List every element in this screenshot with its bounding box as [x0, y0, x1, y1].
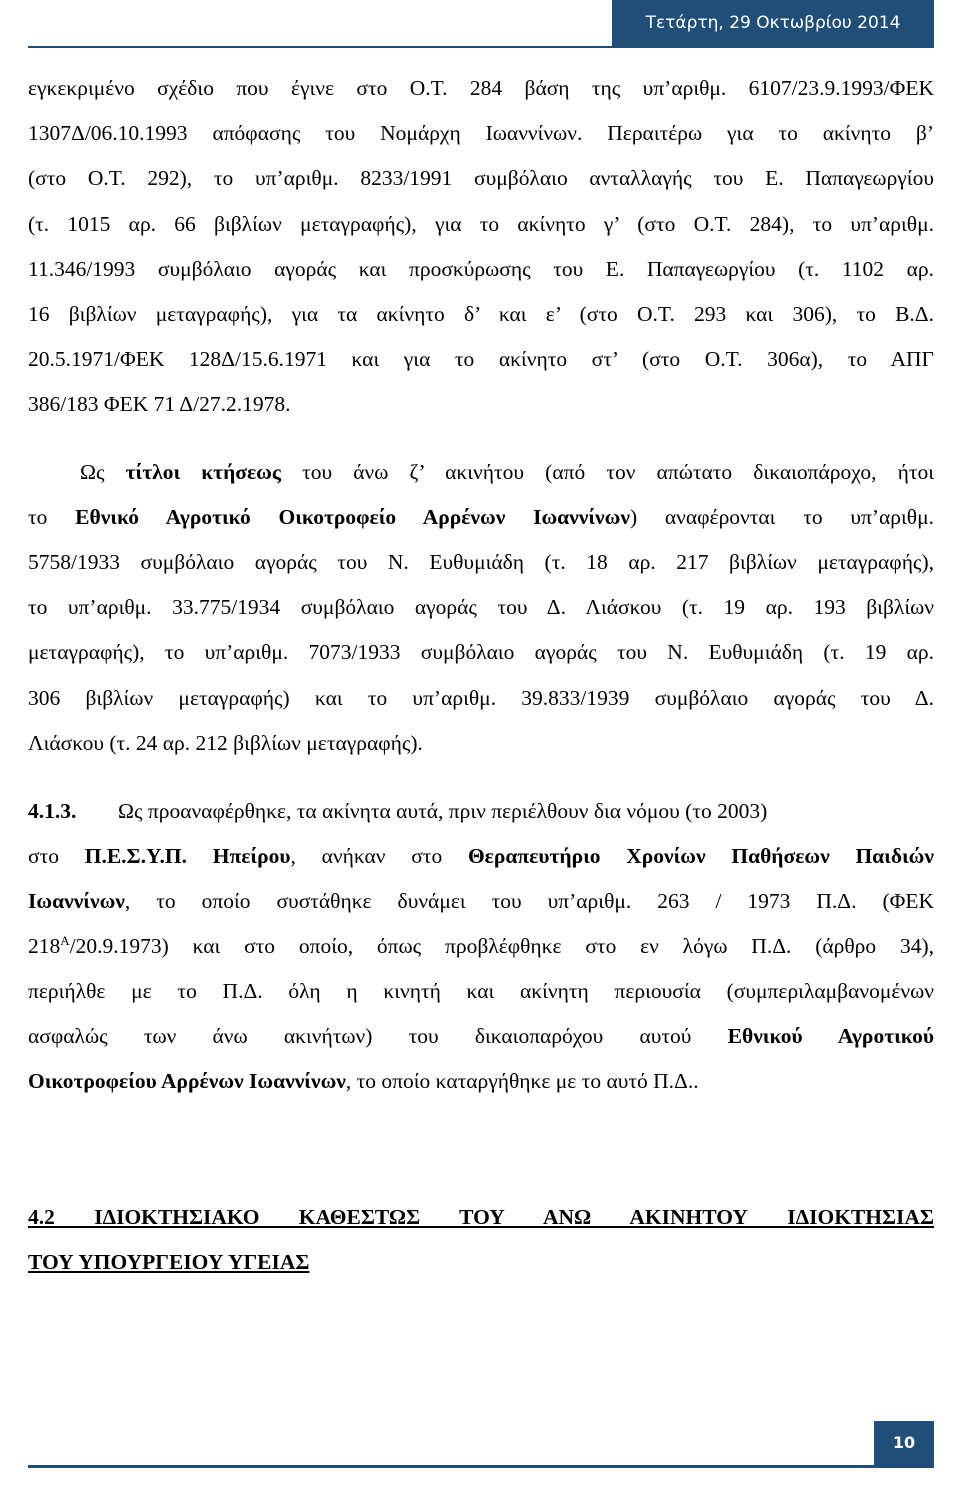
- header-divider: [28, 46, 934, 48]
- bold-term: Εθνικό Αγροτικό Οικοτροφείο Αρρένων Ιωαννίνων: [75, 505, 630, 529]
- paragraph-line: περιήλθε με το Π.Δ. όλη η κινητή και ακίνητη περιουσία (συμπεριλαμβανομένων: [28, 979, 934, 1003]
- paragraph-line: Οικοτροφείου Αρρένων Ιωαννίνων, το οποίο καταργήθηκε με το αυτό Π.Δ..: [28, 1069, 699, 1093]
- bold-term: Ιωαννίνων: [28, 889, 125, 913]
- page-number: 10: [874, 1421, 934, 1465]
- section-4-2-heading: ΤΟΥ ΥΠΟΥΡΓΕΙΟΥ ΥΓΕΙΑΣ: [28, 1250, 310, 1274]
- section-4-2-heading: 4.2 ΙΔΙΟΚΤΗΣΙΑΚΟ ΚΑΘΕΣΤΩΣ ΤΟΥ ΑΝΩ ΑΚΙΝΗΤΟΥ ΙΔΙΟΚΤΗΣΙΑΣ: [28, 1205, 934, 1229]
- bold-term: Εθνικού Αγροτικού: [727, 1024, 934, 1048]
- paragraph-line: Λιάσκου (τ. 24 αρ. 212 βιβλίων μεταγραφής).: [28, 731, 423, 755]
- bold-term: Θεραπευτήριο Χρονίων Παθήσεων Παιδιών: [467, 844, 934, 868]
- paragraph-line: 16 βιβλίων μεταγραφής), για τα ακίνητο δ’ και ε’ (στο Ο.Τ. 293 και 306), το Β.Δ.: [28, 302, 934, 326]
- paragraph-line: $218^A/20.9.1973$) και στο οποίο, όπως προβλέφθηκε στο εν λόγω Π.Δ. (άρθρο 34),: [28, 932, 934, 958]
- paragraph-line: 5758/1933 συμβόλαιο αγοράς του Ν. Ευθυμιάδη (τ. 18 αρ. 217 βιβλίων μεταγραφής),: [28, 550, 934, 574]
- section-4-1-3-line: 4.1.3. Ως προαναφέρθηκε, τα ακίνητα αυτά, πριν περιέλθουν δια νόμου (το 2003): [28, 799, 768, 823]
- bold-term: Οικοτροφείου Αρρένων Ιωαννίνων: [28, 1069, 346, 1093]
- footer-divider: [28, 1465, 934, 1468]
- paragraph-line: 306 βιβλίων μεταγραφής) και το υπ’αριθμ. 39.833/1939 συμβόλαιο αγοράς του Δ.: [28, 686, 934, 710]
- paragraph-line: 11.346/1993 συμβόλαιο αγοράς και προσκύρωσης του Ε. Παπαγεωργίου (τ. 1102 αρ.: [28, 257, 934, 281]
- section-number: 4.1.3.: [28, 799, 77, 823]
- bold-term: Π.Ε.Σ.Υ.Π. Ηπείρου: [84, 844, 291, 868]
- paragraph-line: μεταγραφής), το υπ’αριθμ. 7073/1933 συμβόλαιο αγοράς του Ν. Ευθυμιάδη (τ. 19 αρ.: [28, 640, 934, 664]
- paragraph-line: 1307Δ/06.10.1993 απόφασης του Νομάρχη Ιωαννίνων. Περαιτέρω για το ακίνητο β’: [28, 121, 934, 145]
- paragraph-line: 20.5.1971/ΦΕΚ 128Δ/15.6.1971 και για το ακίνητο στ’ (στο Ο.Τ. 306α), το ΑΠΓ: [28, 347, 934, 371]
- header-date: Τετάρτη, 29 Οκτωβρίου 2014: [612, 0, 934, 46]
- paragraph-line: Ιωαννίνων, το οποίο συστάθηκε δυνάμει του υπ’αριθμ. 263 / 1973 Π.Δ. (ΦΕΚ: [28, 889, 934, 913]
- superscript: Α: [60, 932, 70, 948]
- paragraph-line: 386/183 ΦΕΚ 71 Δ/27.2.1978.: [28, 392, 291, 416]
- bold-term: τίτλοι κτήσεως: [125, 460, 281, 484]
- paragraph-line: ασφαλώς των άνω ακινήτων) του δικαιοπαρόχου αυτού Εθνικού Αγροτικού: [28, 1024, 934, 1048]
- paragraph-line: στο Π.Ε.Σ.Υ.Π. Ηπείρου, ανήκαν στο Θεραπευτήριο Χρονίων Παθήσεων Παιδιών: [28, 844, 934, 868]
- paragraph-line: το Εθνικό Αγροτικό Οικοτροφείο Αρρένων Ιωαννίνων) αναφέρονται το υπ’αριθμ.: [28, 505, 934, 529]
- paragraph-line: (τ. 1015 αρ. 66 βιβλίων μεταγραφής), για το ακίνητο γ’ (στο Ο.Τ. 284), το υπ’αριθμ.: [28, 212, 934, 236]
- paragraph-line: εγκεκριμένο σχέδιο που έγινε στο Ο.Τ. 284 βάση της υπ’αριθμ. 6107/23.9.1993/ΦΕΚ: [28, 76, 934, 100]
- paragraph-line: Ως τίτλοι κτήσεως του άνω ζ’ ακινήτου (από τον απώτατο δικαιοπάροχο, ήτοι: [80, 460, 935, 484]
- paragraph-line: (στο Ο.Τ. 292), το υπ’αριθμ. 8233/1991 συμβόλαιο ανταλλαγής του Ε. Παπαγεωργίου: [28, 166, 934, 190]
- paragraph-line: το υπ’αριθμ. 33.775/1934 συμβόλαιο αγοράς του Δ. Λιάσκου (τ. 19 αρ. 193 βιβλίων: [28, 595, 934, 619]
